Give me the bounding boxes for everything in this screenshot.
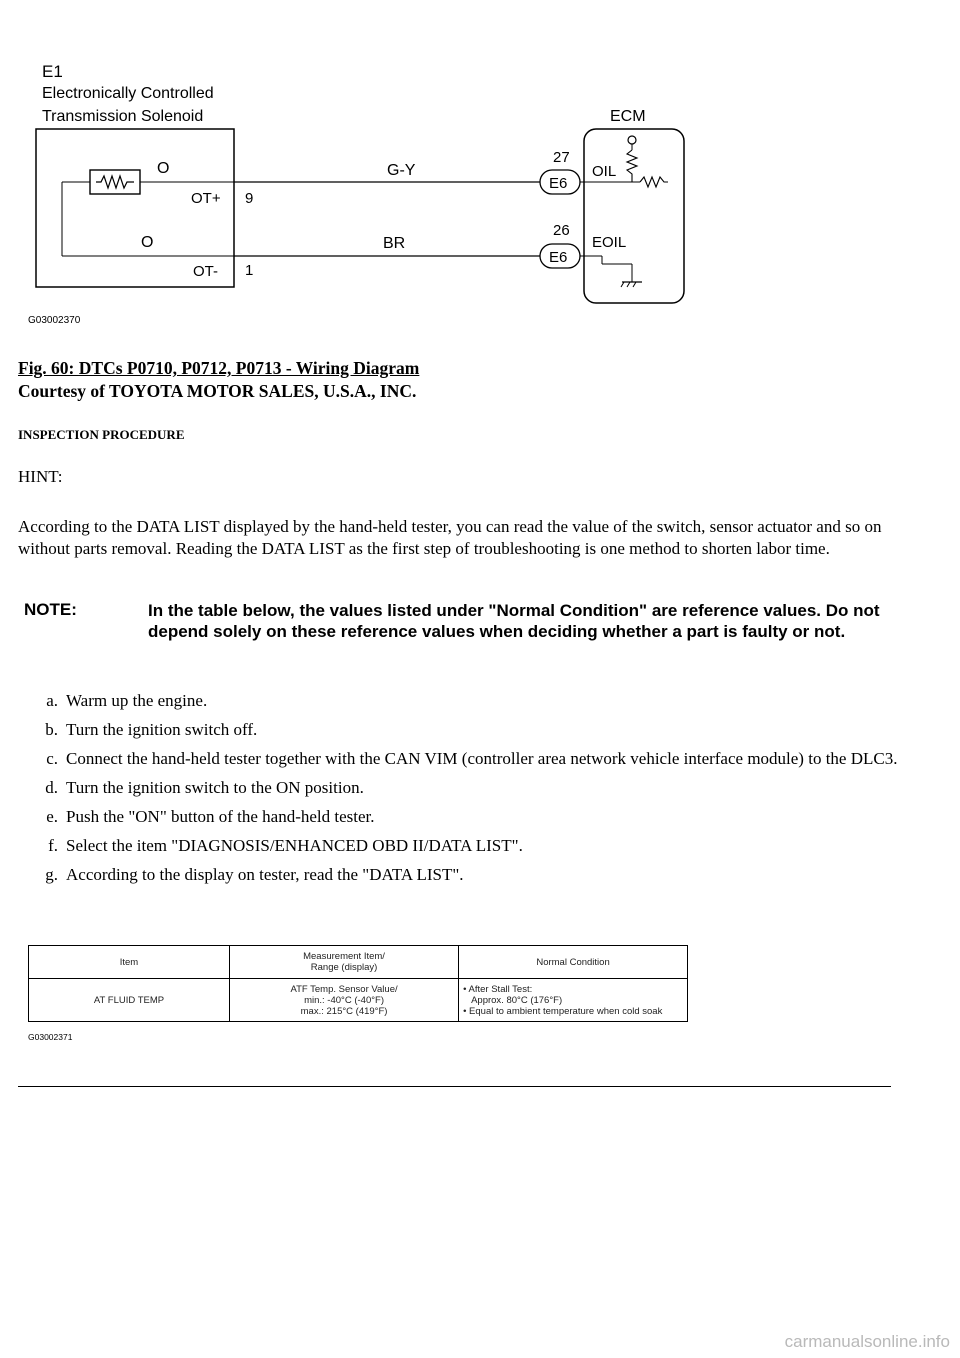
sensor-label-top: O: [157, 160, 170, 177]
step-marker: a.: [46, 691, 58, 710]
header-item: Item: [29, 946, 230, 979]
figure-caption: Fig. 60: DTCs P0710, P0712, P0713 - Wiring Diagram: [18, 358, 420, 378]
list-item: [18, 690, 898, 712]
list-item: [18, 719, 898, 741]
connector-e6-bottom-label: E6: [549, 249, 568, 266]
thermistor-zigzag: [96, 176, 134, 188]
header-measurement: [230, 946, 459, 979]
connector-e6-top-label: E6: [549, 175, 568, 192]
pin-9-label: 9: [245, 190, 254, 207]
ecm-label: ECM: [610, 108, 646, 125]
list-item: [18, 748, 898, 770]
cell-normal-line2: Approx. 80°C (176°F): [471, 994, 563, 1006]
ecm-eoil-label: EOIL: [592, 234, 627, 251]
cell-measurement-line3: max.: 215°C (419°F): [300, 1005, 388, 1017]
hint-label: HINT:: [18, 467, 63, 486]
header-measurement-line2: Range (display): [310, 962, 378, 973]
ecm-box: [584, 129, 684, 303]
step-marker: f.: [48, 836, 58, 855]
ecm-oil-label: OIL: [592, 163, 617, 180]
pullup-resistor: [627, 150, 637, 182]
cell-measurement-line1: ATF Temp. Sensor Value/: [290, 983, 398, 995]
note-box: [18, 600, 898, 664]
ecm-power-terminal: [628, 136, 636, 144]
sense-resistor: [640, 177, 668, 187]
list-item: [18, 864, 898, 886]
cell-normal-line1: • After Stall Test:: [463, 983, 533, 995]
terminal-26-label: 26: [553, 222, 570, 239]
pin-1-label: 1: [245, 262, 254, 279]
cell-measurement-line2: min.: -40°C (-40°F): [304, 994, 384, 1006]
procedure-steps: [18, 690, 898, 893]
data-list-table: [28, 945, 688, 1022]
cell-normal-condition: [459, 979, 688, 1022]
step-text: Turn the ignition switch to the ON position.: [66, 778, 364, 797]
cell-item: AT FLUID TEMP: [29, 979, 230, 1022]
component-code: E1: [42, 62, 63, 81]
page-divider: [18, 1086, 891, 1087]
step-marker: g.: [45, 865, 58, 884]
header-normal-condition: Normal Condition: [459, 946, 688, 979]
pin-ot-plus-label: OT+: [191, 190, 221, 207]
step-text: Push the "ON" button of the hand-held tester.: [66, 807, 375, 826]
list-item: [18, 806, 898, 828]
cell-normal-line3: • Equal to ambient temperature when cold soak: [463, 1005, 663, 1017]
table-row: [29, 979, 688, 1022]
pin-ot-minus-label: OT-: [193, 263, 218, 280]
step-marker: e.: [46, 807, 58, 826]
step-marker: b.: [45, 720, 58, 739]
sensor-label-bottom: O: [141, 234, 154, 251]
list-item: [18, 777, 898, 799]
step-text: Warm up the engine.: [66, 691, 208, 710]
cell-measurement: [230, 979, 459, 1022]
wiring-diagram: [0, 0, 700, 330]
diagram-image-code: G03002370: [28, 315, 81, 326]
data-list-table-figure: [28, 945, 688, 1022]
section-heading: INSPECTION PROCEDURE: [18, 427, 185, 442]
step-text: Connect the hand-held tester together with the CAN VIM (controller area network vehicle interface module) to the DLC3.: [66, 749, 898, 768]
courtesy-line: Courtesy of TOYOTA MOTOR SALES, U.S.A., INC.: [18, 381, 417, 401]
note-text: In the table below, the values listed under "Normal Condition" are reference values. Do not depend solely on these reference values when deciding whether a part is faulty or not.: [148, 601, 880, 641]
wire-label-g-y: G-Y: [387, 162, 416, 179]
step-text: According to the display on tester, read the "DATA LIST".: [66, 865, 464, 884]
list-item: [18, 835, 898, 857]
step-marker: c.: [46, 749, 58, 768]
component-name-line2: Transmission Solenoid: [42, 108, 204, 125]
table-image-code: G03002371: [28, 1032, 73, 1042]
note-label: NOTE:: [24, 600, 77, 619]
terminal-27-label: 27: [553, 149, 570, 166]
table-header-row: [29, 946, 688, 979]
step-text: Select the item "DIAGNOSIS/ENHANCED OBD II/DATA LIST".: [66, 836, 523, 855]
step-text: Turn the ignition switch off.: [66, 720, 258, 739]
step-marker: d.: [45, 778, 58, 797]
watermark: carmanualsonline.info: [784, 1332, 950, 1351]
header-measurement-line1: Measurement Item/: [303, 951, 385, 962]
wire-label-br: BR: [383, 235, 406, 252]
hint-paragraph: According to the DATA LIST displayed by the hand-held tester, you can read the value of the switch, sensor actuator and so on without parts removal. Reading the DATA LIST as the first step of troubleshooting is one method to shorten labor time.: [18, 517, 882, 558]
component-name-line1: Electronically Controlled: [42, 85, 214, 102]
